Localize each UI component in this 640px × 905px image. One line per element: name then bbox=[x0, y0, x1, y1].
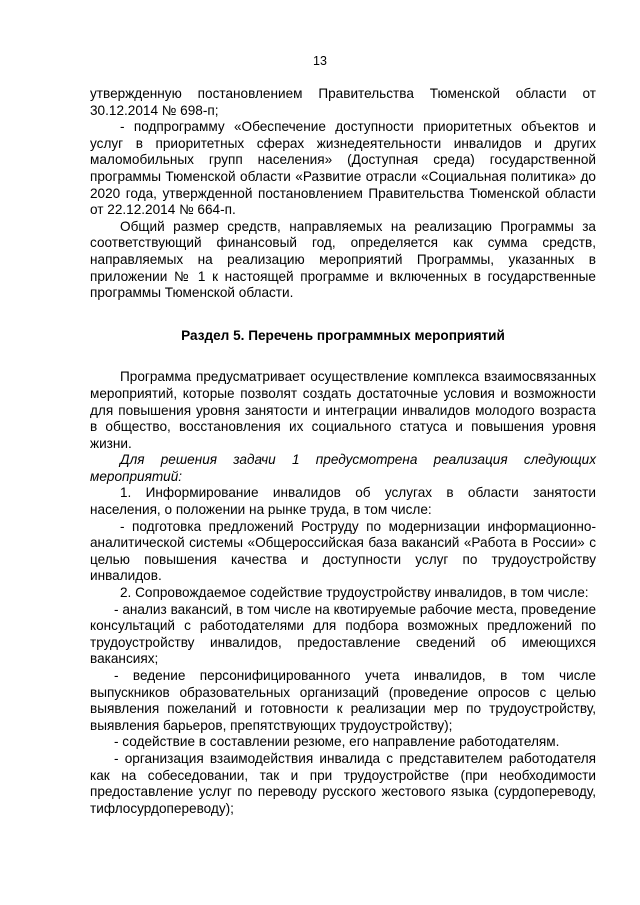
document-body bbox=[90, 86, 596, 817]
list-item-supported-employment: 2. Сопровождаемое содействие трудоустройству инвалидов, в том числе: bbox=[120, 585, 589, 601]
list-subitem-resume: - содействие в составлении резюме, его направление работодателям. bbox=[114, 734, 560, 750]
paragraph-continuation: утвержденную постановлением Правительства Тюменской области от 30.12.2014 № 698-п; bbox=[90, 86, 596, 118]
paragraph-task-intro: Для решения задачи 1 предусмотрена реализация следующих мероприятий: bbox=[90, 452, 596, 484]
list-subitem-interaction: - организация взаимодействия инвалида с представителем работодателя как на собеседовании, так и при трудоустройстве (при необходимости предоставление услуг по переводу русского жестового языка (сурдопереводу, тифлосурдопереводу); bbox=[90, 750, 596, 816]
list-subitem-vacancy-analysis: - анализ вакансий, в том числе на квотируемые рабочие места, проведение консультаций с работодателями для подбора возможных предложений по трудоустройству инвалидов, предоставление сведений об имеющихся вакансиях; bbox=[90, 601, 596, 667]
paragraph-total-funding: Общий размер средств, направляемых на реализацию Программы за соответствующий финансовый год, определяется как сумма средств, направляемых на реализацию мероприятий Программы, указанных в приложении № 1 к настоящей программе и включенных в государственные программы Тюменской области. bbox=[90, 218, 596, 301]
page-number: 13 bbox=[313, 54, 327, 68]
section-heading: Раздел 5. Перечень программных мероприятий bbox=[181, 327, 505, 343]
list-subitem-personal-record: - ведение персонифицированного учета инвалидов, в том числе выпускников образовательных организаций (проведение опросов с целью выявления пожеланий и готовности к реализации мер по трудоустройству, выявления барьеров, препятствующих трудоустройству); bbox=[90, 668, 596, 733]
paragraph-subprogram: - подпрограмму «Обеспечение доступности приоритетных объектов и услуг в приоритетных сферах жизнедеятельности инвалидов и других маломобильных групп населения» (Доступная среда) государственной программы Тюменской области «Развитие отрасли «Социальная политика» до 2020 года, утвержденной постановлением Правительства Тюменской области от 22.12.2014 № 664-п. bbox=[90, 119, 596, 218]
list-item-informing: 1. Информирование инвалидов об услугах в области занятости населения, о положении на рынке труда, в том числе: bbox=[90, 485, 596, 518]
paragraph-program-overview: Программа предусматривает осуществление комплекса взаимосвязанных мероприятий, которые позволят создать достаточные условия и возможности для повышения уровня занятости и интеграции инвалидов молодого возраста в общество, восстановления их социального статуса и повышения уровня жизни. bbox=[90, 369, 596, 451]
list-subitem-rostrud: - подготовка предложений Роструду по модернизации информационно-аналитической системы «Общероссийская база вакансий «Работа в России» с целью повышения качества и доступности услуг по трудоустройству инвалидов. bbox=[90, 518, 596, 584]
